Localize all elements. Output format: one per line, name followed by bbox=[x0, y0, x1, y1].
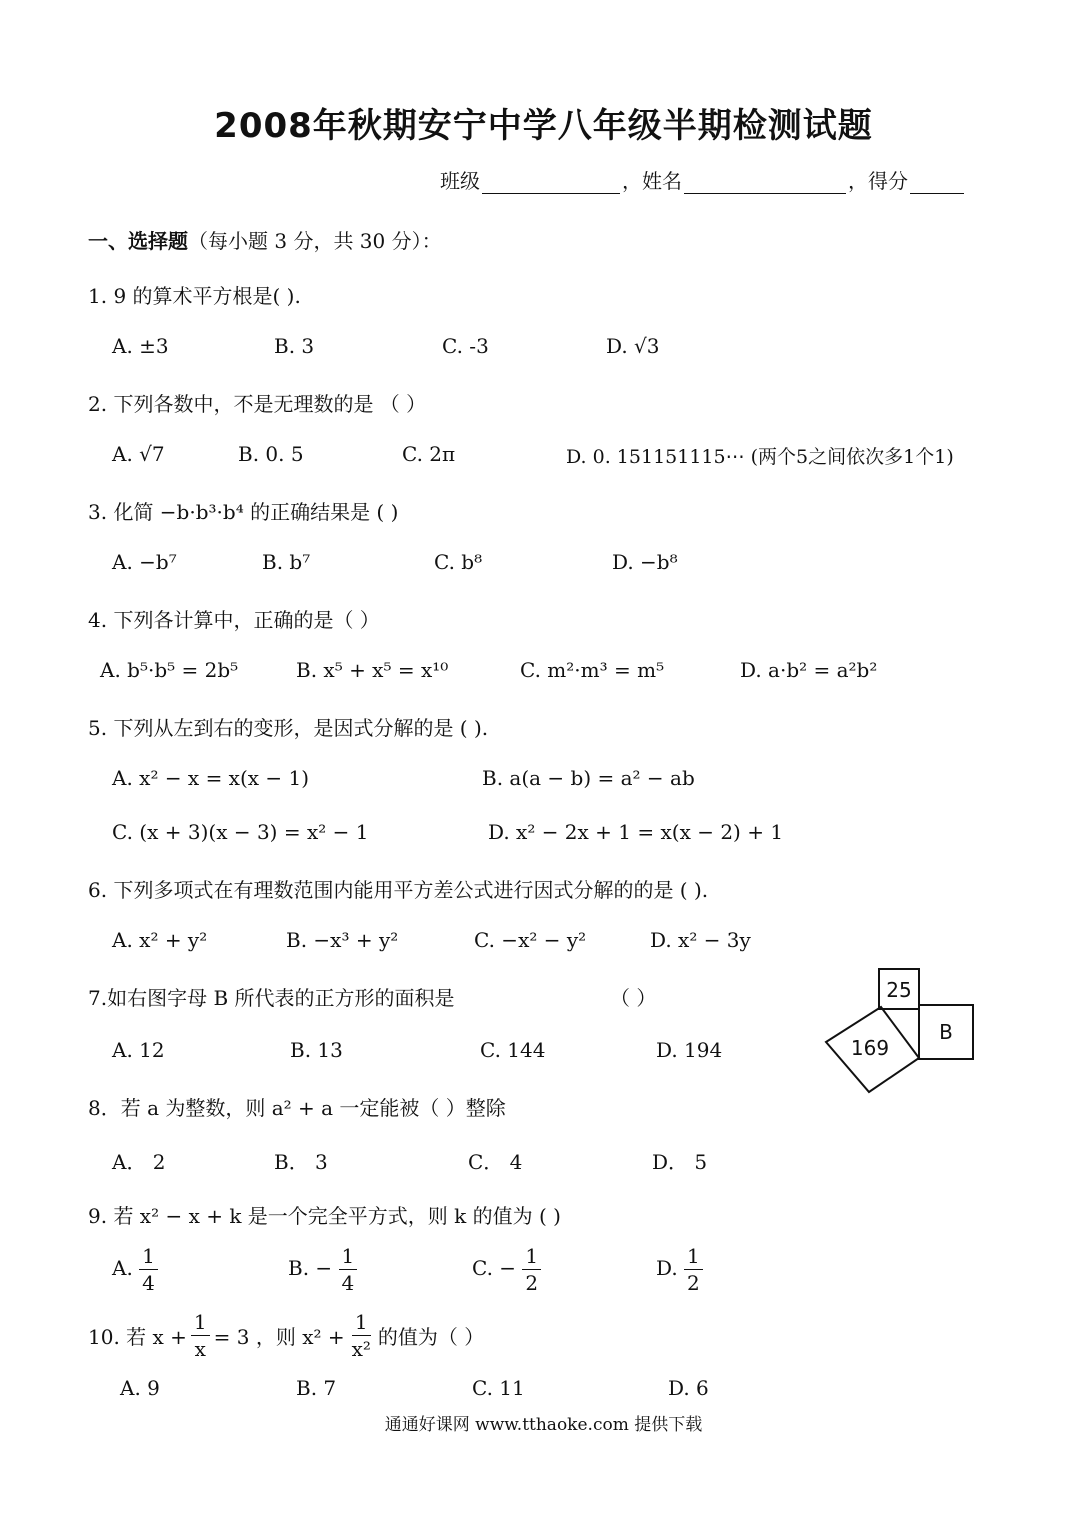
q10-stem-part-c: 的值为（ ） bbox=[377, 1325, 485, 1349]
name-label: ，姓名 bbox=[622, 169, 682, 193]
q10-option-c: C. 11 bbox=[472, 1376, 525, 1400]
q10-option-d: D. 6 bbox=[668, 1376, 709, 1400]
q4-option-a: A. b⁵·b⁵ = 2b⁵ bbox=[100, 658, 239, 682]
question-2-stem: 2. 下列各数中，不是无理数的是 （ ） bbox=[88, 392, 427, 416]
q4-option-b: B. x⁵ + x⁵ = x¹⁰ bbox=[296, 658, 449, 682]
section-note: （每小题 3 分，共 30 分）： bbox=[188, 229, 442, 253]
q1-option-d: D. √3 bbox=[606, 334, 660, 358]
q3-option-b: B. b⁷ bbox=[262, 550, 311, 574]
q9-b-fraction bbox=[339, 1246, 358, 1293]
q10-stem-part-b: = 3 ，则 x² + bbox=[213, 1325, 345, 1349]
q10-frac-numerator: 1 bbox=[191, 1312, 210, 1336]
q9-c-numerator: 1 bbox=[522, 1246, 541, 1270]
q9-c-fraction bbox=[522, 1246, 541, 1293]
q9-option-a bbox=[112, 1246, 158, 1293]
q7-option-c: C. 144 bbox=[480, 1038, 546, 1062]
q6-option-d: D. x² − 3y bbox=[650, 928, 751, 952]
class-label: 班级 bbox=[440, 169, 480, 193]
q10-stem-fraction-2 bbox=[349, 1312, 374, 1359]
q4-option-c: C. m²·m³ = m⁵ bbox=[520, 658, 665, 682]
q9-a-fraction bbox=[139, 1246, 158, 1293]
name-blank bbox=[684, 171, 846, 194]
q1-option-b: B. 3 bbox=[274, 334, 315, 358]
q10-stem-part-a: 10. 若 x + bbox=[88, 1325, 187, 1349]
question-4-stem: 4. 下列各计算中，正确的是（ ） bbox=[88, 608, 380, 632]
q10-option-b: B. 7 bbox=[296, 1376, 337, 1400]
q5-option-b: B. a(a − b) = a² − ab bbox=[482, 766, 695, 790]
q5-option-c: C. (x + 3)(x − 3) = x² − 1 bbox=[112, 820, 369, 844]
q9-c-prefix: C. − bbox=[472, 1256, 517, 1280]
q6-option-b: B. −x³ + y² bbox=[286, 928, 399, 952]
q9-b-numerator: 1 bbox=[339, 1246, 358, 1270]
q9-a-prefix: A. bbox=[112, 1256, 133, 1280]
q8-option-d: D． 5 bbox=[652, 1150, 708, 1174]
q9-d-fraction bbox=[684, 1246, 703, 1293]
q6-option-c: C. −x² − y² bbox=[474, 928, 587, 952]
page-footer: 通通好课网 www.tthaoke.com 提供下载 bbox=[384, 1415, 703, 1435]
q7-option-b: B. 13 bbox=[290, 1038, 343, 1062]
section-title: 一、选择题 bbox=[88, 229, 188, 253]
section-heading bbox=[88, 225, 442, 254]
q3-option-c: C. b⁸ bbox=[434, 550, 483, 574]
q6-option-a: A. x² + y² bbox=[112, 928, 208, 952]
q9-a-denominator: 4 bbox=[142, 1271, 155, 1295]
q9-d-denominator: 2 bbox=[687, 1271, 700, 1295]
q9-b-denominator: 4 bbox=[341, 1271, 355, 1295]
q10-frac2-numerator: 1 bbox=[352, 1312, 371, 1336]
q9-d-prefix: D. bbox=[656, 1256, 678, 1280]
squares-figure bbox=[820, 960, 980, 1100]
q5-option-d: D. x² − 2x + 1 = x(x − 2) + 1 bbox=[488, 820, 784, 844]
q2-option-d: D. 0. 151151115⋯ (两个5之间依次多1个1) bbox=[566, 446, 954, 468]
q3-option-a: A. −b⁷ bbox=[112, 550, 177, 574]
page-title: 2008年秋期安宁中学八年级半期检测试题 bbox=[214, 106, 873, 146]
q7-option-a: A. 12 bbox=[112, 1038, 165, 1062]
q9-d-numerator: 1 bbox=[684, 1246, 703, 1270]
q2-option-b: B. 0. 5 bbox=[238, 442, 304, 466]
question-9-stem: 9. 若 x² − x + k 是一个完全平方式，则 k 的值为 ( ) bbox=[88, 1204, 561, 1228]
q10-frac2-denominator: x² bbox=[351, 1337, 371, 1361]
q4-option-d: D. a·b² = a²b² bbox=[740, 658, 878, 682]
q10-frac-denominator: x bbox=[194, 1337, 206, 1361]
label-25: 25 bbox=[886, 978, 912, 1002]
q9-option-b bbox=[288, 1246, 357, 1293]
score-label: ，得分 bbox=[848, 169, 908, 193]
q3-option-d: D. −b⁸ bbox=[612, 550, 678, 574]
q2-option-c: C. 2π bbox=[402, 442, 456, 466]
class-blank bbox=[482, 171, 620, 194]
label-B: B bbox=[939, 1020, 953, 1044]
q9-option-c bbox=[472, 1246, 541, 1293]
question-6-stem: 6. 下列多项式在有理数范围内能用平方差公式进行因式分解的的是 ( ). bbox=[88, 878, 709, 902]
question-1-stem: 1. 9 的算术平方根是( ). bbox=[88, 284, 301, 308]
q8-option-c: C． 4 bbox=[468, 1150, 523, 1174]
q1-option-a: A. ±3 bbox=[112, 334, 169, 358]
q8-option-b: B． 3 bbox=[274, 1150, 328, 1174]
q10-stem-fraction bbox=[191, 1312, 210, 1359]
q9-c-denominator: 2 bbox=[525, 1271, 539, 1295]
q9-option-d bbox=[656, 1246, 703, 1293]
score-blank bbox=[910, 171, 964, 194]
question-3-stem: 3. 化简 −b·b³·b⁴ 的正确结果是 ( ) bbox=[88, 500, 399, 524]
question-7-stem: 7.如右图字母 B 所代表的正方形的面积是 bbox=[88, 986, 455, 1010]
question-10-stem bbox=[88, 1312, 484, 1359]
question-8-stem: 8．若 a 为整数，则 a² + a 一定能被（ ）整除 bbox=[88, 1096, 506, 1120]
label-169: 169 bbox=[850, 1036, 890, 1060]
q1-option-c: C. -3 bbox=[442, 334, 489, 358]
question-5-stem: 5. 下列从左到右的变形，是因式分解的是 ( ). bbox=[88, 716, 489, 740]
q2-option-a: A. √7 bbox=[112, 442, 165, 466]
q10-option-a: A. 9 bbox=[120, 1376, 160, 1400]
q5-option-a: A. x² − x = x(x − 1) bbox=[112, 766, 310, 790]
q9-a-numerator: 1 bbox=[139, 1246, 158, 1270]
q9-b-prefix: B. − bbox=[288, 1256, 333, 1280]
q7-answer-paren: （ ） bbox=[610, 986, 657, 1010]
q7-option-d: D. 194 bbox=[656, 1038, 723, 1062]
q8-option-a: A． 2 bbox=[112, 1150, 166, 1174]
student-info-row bbox=[440, 165, 966, 194]
